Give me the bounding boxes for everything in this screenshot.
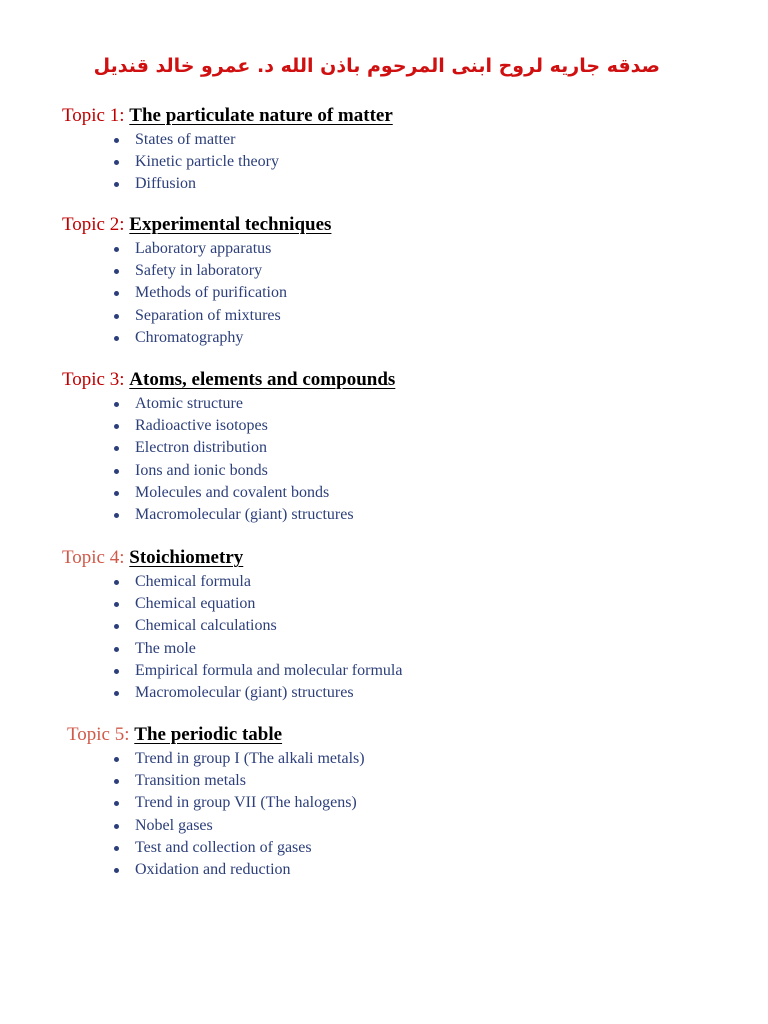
bullet-icon bbox=[114, 801, 119, 806]
bullet-icon bbox=[114, 336, 119, 341]
bullet-icon bbox=[114, 182, 119, 187]
list-item bbox=[62, 682, 742, 704]
bullet-icon bbox=[114, 602, 119, 607]
topic-heading bbox=[62, 547, 742, 569]
list-item-label: The mole bbox=[135, 639, 196, 657]
bullet-icon bbox=[114, 513, 119, 518]
list-item-label: Transition metals bbox=[135, 772, 246, 790]
list-item bbox=[62, 305, 742, 327]
bullet-icon bbox=[114, 647, 119, 652]
list-item bbox=[62, 151, 742, 173]
list-item-label: Empirical formula and molecular formula bbox=[135, 661, 403, 679]
list-item-label: Atomic structure bbox=[135, 395, 243, 412]
list-item-label: Separation of mixtures bbox=[135, 306, 281, 324]
dedication-heading: صدقه جاريه لروح ابنى المرحوم باذن الله د. عمرو خالد قنديل bbox=[93, 55, 660, 77]
list-item bbox=[62, 282, 742, 304]
bullet-icon bbox=[114, 691, 119, 696]
list-item-label: Test and collection of gases bbox=[135, 838, 312, 856]
topic-items bbox=[62, 748, 747, 881]
topic-heading bbox=[67, 724, 747, 746]
list-item bbox=[62, 593, 742, 615]
topic-5 bbox=[67, 724, 747, 881]
list-item-label: Oxidation and reduction bbox=[135, 860, 291, 878]
topic-label: Topic 4: bbox=[62, 547, 130, 568]
list-item bbox=[62, 615, 742, 637]
topic-label: Topic 5: bbox=[67, 724, 135, 745]
list-item-label: Trend in group VII (The halogens) bbox=[135, 794, 357, 812]
bullet-icon bbox=[114, 138, 119, 143]
topic-title: Stoichiometry bbox=[129, 547, 244, 568]
topic-title: Atoms, elements and compounds bbox=[129, 369, 396, 390]
list-item-label: Molecules and covalent bonds bbox=[135, 483, 330, 501]
bullet-icon bbox=[114, 424, 119, 429]
topic-label: Topic 1: bbox=[62, 105, 130, 126]
list-item bbox=[62, 770, 747, 792]
bullet-icon bbox=[114, 846, 119, 851]
topic-title: Experimental techniques bbox=[129, 214, 332, 235]
list-item-label: Safety in laboratory bbox=[135, 262, 263, 280]
list-item-label: Chemical calculations bbox=[135, 617, 277, 635]
topic-3 bbox=[62, 369, 742, 526]
bullet-icon bbox=[114, 624, 119, 629]
list-item-label: Radioactive isotopes bbox=[135, 417, 268, 435]
bullet-icon bbox=[114, 580, 119, 585]
list-item-label: Chemical formula bbox=[135, 573, 251, 590]
bullet-icon bbox=[114, 868, 119, 873]
list-item bbox=[62, 460, 742, 482]
bullet-icon bbox=[114, 446, 119, 451]
topic-title: The particulate nature of matter bbox=[129, 105, 393, 126]
bullet-icon bbox=[114, 779, 119, 784]
topic-label: Topic 2: bbox=[62, 214, 130, 235]
topic-heading bbox=[62, 214, 742, 236]
topic-2 bbox=[62, 214, 742, 349]
list-item bbox=[62, 859, 747, 881]
bullet-icon bbox=[114, 247, 119, 252]
bullet-icon bbox=[114, 469, 119, 474]
bullet-icon bbox=[114, 669, 119, 674]
topic-items bbox=[62, 571, 742, 704]
list-item bbox=[62, 482, 742, 504]
list-item-label: Ions and ionic bonds bbox=[135, 461, 268, 479]
list-item bbox=[62, 437, 742, 459]
list-item-label: Kinetic particle theory bbox=[135, 153, 279, 171]
list-item bbox=[62, 415, 742, 437]
list-item-label: Laboratory apparatus bbox=[135, 240, 272, 257]
topic-heading bbox=[62, 105, 742, 127]
bullet-icon bbox=[114, 402, 119, 407]
topic-items bbox=[62, 238, 742, 349]
list-item-label: Diffusion bbox=[135, 175, 197, 193]
topic-heading bbox=[62, 369, 742, 391]
topic-items bbox=[62, 393, 742, 526]
bullet-icon bbox=[114, 491, 119, 496]
list-item-label: Electron distribution bbox=[135, 439, 267, 457]
list-item bbox=[62, 129, 742, 151]
list-item bbox=[62, 393, 742, 415]
list-item bbox=[62, 571, 742, 593]
list-item-label: Methods of purification bbox=[135, 284, 287, 302]
bullet-icon bbox=[114, 269, 119, 274]
topic-1 bbox=[62, 105, 742, 196]
bullet-icon bbox=[114, 160, 119, 165]
bullet-icon bbox=[114, 757, 119, 762]
list-item bbox=[62, 327, 742, 349]
list-item bbox=[62, 792, 747, 814]
list-item bbox=[62, 638, 742, 660]
topic-4 bbox=[62, 547, 742, 704]
topic-label: Topic 3: bbox=[62, 369, 130, 390]
topic-title: The periodic table bbox=[134, 724, 283, 745]
bullet-icon bbox=[114, 824, 119, 829]
list-item bbox=[62, 238, 742, 260]
list-item bbox=[62, 260, 742, 282]
list-item bbox=[62, 660, 742, 682]
list-item-label: Chromatography bbox=[135, 328, 244, 346]
list-item bbox=[62, 504, 742, 526]
list-item-label: Macromolecular (giant) structures bbox=[135, 683, 354, 701]
list-item bbox=[62, 815, 747, 837]
bullet-icon bbox=[114, 314, 119, 319]
list-item-label: States of matter bbox=[135, 131, 236, 148]
list-item-label: Nobel gases bbox=[135, 816, 213, 834]
list-item-label: Macromolecular (giant) structures bbox=[135, 505, 354, 523]
list-item-label: Chemical equation bbox=[135, 595, 256, 613]
topic-items bbox=[62, 129, 742, 196]
list-item bbox=[62, 748, 747, 770]
bullet-icon bbox=[114, 291, 119, 296]
list-item-label: Trend in group I (The alkali metals) bbox=[135, 750, 365, 767]
list-item bbox=[62, 837, 747, 859]
list-item bbox=[62, 173, 742, 195]
